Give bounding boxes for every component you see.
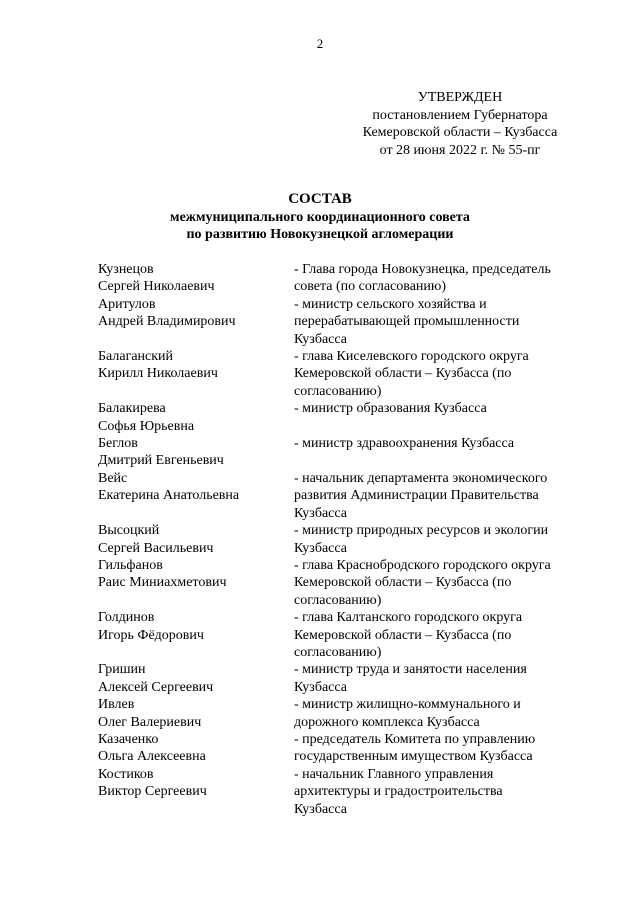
member-name-line: Раис Миниахметович — [98, 575, 227, 591]
member-row — [98, 470, 598, 522]
member-role — [294, 348, 598, 400]
member-role-line: Кемеровской области – Кузбасса (по — [294, 575, 512, 591]
approval-line: постановлением Губернатора — [372, 107, 548, 123]
member-name — [98, 731, 294, 766]
member-role-line: перерабатывающей промышленности — [294, 314, 520, 330]
member-role — [294, 435, 598, 470]
member-role-line: Кемеровской области – Кузбасса (по — [294, 366, 512, 382]
member-name-line: Алексей Сергеевич — [98, 679, 214, 695]
member-row — [98, 557, 598, 609]
member-role-line: Кемеровской области – Кузбасса (по — [294, 627, 512, 643]
member-name-line: Балакирева — [98, 401, 166, 417]
member-name-line: Беглов — [98, 436, 138, 452]
member-role-line: дорожного комплекса Кузбасса — [294, 714, 480, 730]
member-row — [98, 261, 598, 296]
approval-block — [340, 89, 580, 159]
document-title — [0, 191, 640, 244]
member-role — [294, 296, 598, 348]
member-row — [98, 400, 598, 435]
member-role — [294, 400, 598, 435]
member-name-line: Ивлев — [98, 697, 135, 713]
member-name-line: Гришин — [98, 662, 146, 678]
member-role-line: - глава Калтанского городского округа — [294, 610, 523, 626]
member-name-line: Гильфанов — [98, 557, 163, 573]
member-role — [294, 731, 598, 766]
member-name — [98, 400, 294, 435]
member-name-line: Виктор Сергеевич — [98, 784, 207, 800]
member-name — [98, 609, 294, 661]
member-name — [98, 696, 294, 731]
member-name-line: Кирилл Николаевич — [98, 366, 218, 382]
member-role-line: - глава Киселевского городского округа — [294, 349, 529, 365]
member-row — [98, 348, 598, 400]
member-name-line: Ольга Алексеевна — [98, 749, 206, 765]
member-role-line: - министр образования Кузбасса — [294, 401, 487, 417]
member-role — [294, 766, 598, 818]
member-role-line: государственным имуществом Кузбасса — [294, 749, 533, 765]
member-name-line: Костиков — [98, 766, 154, 782]
member-role-line: согласованию) — [294, 383, 382, 399]
member-row — [98, 731, 598, 766]
member-name-line: Высоцкий — [98, 523, 160, 539]
member-role-line: - министр природных ресурсов и экологии — [294, 523, 549, 539]
member-role-line: согласованию) — [294, 592, 382, 608]
member-role-line: - министр здравоохранения Кузбасса — [294, 436, 515, 452]
member-name — [98, 261, 294, 296]
member-name-line: Андрей Владимирович — [98, 314, 236, 330]
member-row — [98, 296, 598, 348]
member-name-line: Вейс — [98, 470, 128, 486]
member-role-line: Кузбасса — [294, 505, 347, 521]
member-name-line: Сергей Васильевич — [98, 540, 214, 556]
member-name-line: Софья Юрьевна — [98, 418, 195, 434]
member-name — [98, 522, 294, 557]
member-role — [294, 696, 598, 731]
member-name — [98, 557, 294, 609]
page-number: 2 — [316, 36, 324, 51]
member-name-line: Кузнецов — [98, 262, 154, 277]
member-role-line: архитектуры и градостроительства — [294, 784, 503, 800]
member-role — [294, 470, 598, 522]
member-name-line: Голдинов — [98, 610, 155, 626]
member-row — [98, 696, 598, 731]
member-role-line: - министр сельского хозяйства и — [294, 296, 487, 312]
member-name-line: Казаченко — [98, 731, 159, 747]
member-name-line: Аритулов — [98, 296, 156, 312]
member-row — [98, 661, 598, 696]
member-role-line: - министр жилищно-коммунального и — [294, 697, 521, 713]
member-role-line: совета (по согласованию) — [294, 279, 447, 295]
member-role-line: - начальник Главного управления — [294, 766, 494, 782]
member-role — [294, 557, 598, 609]
member-name-line: Екатерина Анатольевна — [98, 488, 240, 504]
member-row — [98, 609, 598, 661]
member-role-line: - председатель Комитета по управлению — [294, 731, 536, 747]
member-name — [98, 348, 294, 400]
member-role-line: - глава Краснобродского городского округа — [294, 557, 551, 573]
member-name-line: Игорь Фёдорович — [98, 627, 204, 643]
member-name — [98, 435, 294, 470]
member-row — [98, 435, 598, 470]
member-role-line: Кузбасса — [294, 331, 347, 347]
member-name — [98, 296, 294, 348]
member-role-line: развития Администрации Правительства — [294, 488, 539, 504]
member-name — [98, 766, 294, 818]
member-name — [98, 470, 294, 522]
member-role-line: Кузбасса — [294, 540, 347, 556]
member-role-line: - начальник департамента экономического — [294, 470, 548, 486]
member-role — [294, 661, 598, 696]
approval-line: Кемеровской области – Кузбасса — [362, 125, 558, 140]
member-row — [98, 522, 598, 557]
members-list — [98, 261, 598, 818]
member-role — [294, 522, 598, 557]
member-role — [294, 609, 598, 661]
member-role — [294, 261, 598, 296]
member-name-line: Дмитрий Евгеньевич — [98, 453, 224, 469]
title-subtitle: межмуниципального координационного совета — [170, 209, 470, 225]
member-role-line: - министр труда и занятости населения — [294, 662, 527, 678]
approval-date: от 28 июня 2022 г. № 55-пг — [379, 142, 541, 158]
member-role-line: согласованию) — [294, 644, 382, 660]
member-row — [98, 766, 598, 818]
member-name-line: Балаганский — [98, 349, 174, 365]
member-role-line: - Глава города Новокузнецка, председатель — [294, 262, 551, 277]
title-main: СОСТАВ — [288, 191, 352, 207]
member-name-line: Олег Валериевич — [98, 714, 202, 730]
approval-heading: УТВЕРЖДЕН — [417, 90, 503, 105]
title-subtitle: по развитию Новокузнецкой агломерации — [186, 227, 454, 242]
member-role-line: Кузбасса — [294, 679, 347, 695]
member-role-line: Кузбасса — [294, 801, 347, 817]
member-name — [98, 661, 294, 696]
member-name-line: Сергей Николаевич — [98, 279, 215, 295]
